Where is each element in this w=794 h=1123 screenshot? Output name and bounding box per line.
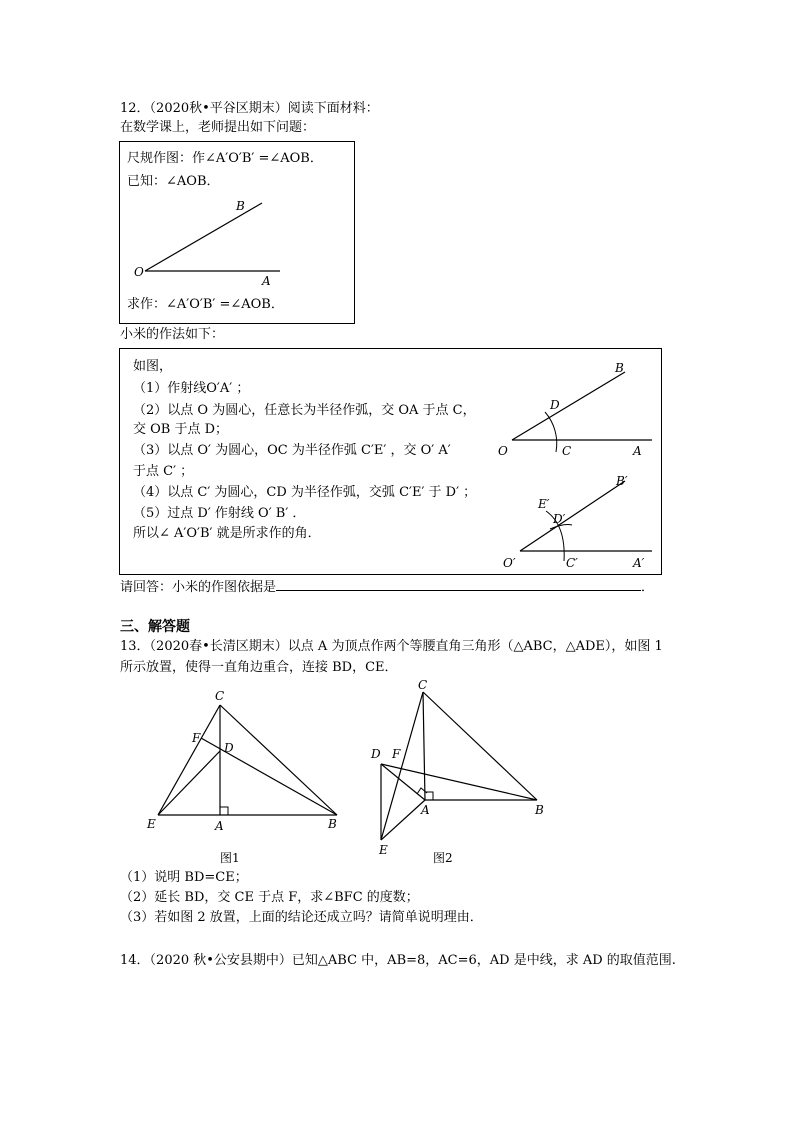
box1-task: 尺规作图：作∠A′O′B′ =∠AOB． <box>127 151 323 166</box>
label-d: D <box>371 747 381 761</box>
method-box <box>119 348 662 575</box>
step-0: 如图， <box>133 359 173 374</box>
q12-intro: 在数学课上，老师提出如下问题： <box>120 120 316 135</box>
q13-part-3: （3）若如图 2 放置，上面的结论还成立吗？请简单说明理由． <box>120 910 483 925</box>
label-c: C <box>418 678 428 692</box>
label-b: B <box>236 199 245 213</box>
label-d-prime: D′ <box>553 512 566 526</box>
segment-fb <box>201 738 337 815</box>
arc-cd <box>545 412 557 452</box>
label-a-prime: A′ <box>633 556 645 570</box>
label-a: A <box>215 819 224 833</box>
section-title: 三、解答题 <box>120 619 190 635</box>
label-f: F <box>192 731 201 745</box>
label-a: A <box>421 803 430 817</box>
label-b-prime: B′ <box>616 474 628 488</box>
segment-db <box>381 764 537 800</box>
label-f: F <box>392 747 401 761</box>
angle-aob-figure <box>120 190 354 340</box>
right-angle-mark <box>220 807 228 815</box>
q13-header-2: 所示放置，使得一直角边重合，连接 BD，CE． <box>120 660 398 675</box>
answer-prompt: 请回答：小米的作图依据是 <box>120 580 277 595</box>
box1-known: 已知：∠AOB． <box>127 174 220 189</box>
label-d: D <box>224 741 234 755</box>
q13-header-1: 13．（2020春•长清区期末）以点 A 为顶点作两个等腰直角三角形（△ABC，△ADE），如图 1 <box>120 639 663 654</box>
segment-ae <box>381 800 425 840</box>
label-e-prime: E′ <box>538 497 550 511</box>
caption-fig2: 图2 <box>433 851 453 865</box>
segment-ca <box>423 692 425 800</box>
label-a: A <box>633 444 642 458</box>
label-e: E <box>379 843 388 857</box>
label-d: D <box>550 398 560 412</box>
answer-end: ． <box>641 580 655 595</box>
problem-box <box>119 141 355 324</box>
xiaomi-title: 小米的作法如下： <box>120 327 225 342</box>
figure-2 <box>365 676 565 865</box>
figure-1 <box>140 688 350 868</box>
step-1: （1）作射线O′A′ ； <box>133 381 250 396</box>
construction-figure-top <box>490 357 660 467</box>
label-o: O <box>134 265 144 279</box>
answer-blank[interactable] <box>276 578 641 591</box>
label-b: B <box>615 361 624 375</box>
step-4: （4）以点 C′ 为圆心，CD 为半径作弧，交弧 C′E′ 于 D′ ； <box>133 485 477 500</box>
label-a: A <box>262 274 271 288</box>
construction-figure-bottom <box>490 467 660 577</box>
segment-cb <box>423 692 537 800</box>
step-2-cont: 交 OB 于点 D； <box>133 422 229 437</box>
q12-header: 12．（2020秋•平谷区期末）阅读下面材料： <box>120 101 379 116</box>
label-c: C <box>562 444 572 458</box>
right-angle-mark <box>425 792 433 800</box>
answer-line <box>120 578 654 596</box>
q13-part-1: （1）说明 BD=CE； <box>120 870 248 885</box>
label-c: C <box>215 689 225 703</box>
step-3-cont: 于点 C′ ； <box>133 464 194 479</box>
label-c-prime: C′ <box>566 556 578 570</box>
label-o-prime: O′ <box>503 556 516 570</box>
step-5: （5）过点 D′ 作射线 O′ B′ ． <box>133 506 306 521</box>
label-e: E <box>147 817 156 831</box>
step-3: （3）以点 O′ 为圆心，OC 为半径作弧 C′E′ ，交 O′ A′ <box>133 443 451 458</box>
caption-fig1: 图1 <box>220 851 240 865</box>
q14-text: 14．（2020 秋•公安县期中）已知△ABC 中，AB=8，AC=6，AD 是中线，求 AD 的取值范围. <box>120 953 676 968</box>
label-b: B <box>535 803 544 817</box>
step-2: （2）以点 O 为圆心，任意长为半径作弧，交 OA 于点 C， <box>133 403 476 418</box>
q13-part-2: （2）延长 BD，交 CE 于点 F，求∠BFC 的度数； <box>120 890 419 905</box>
label-b: B <box>328 817 337 831</box>
ray-ob <box>145 203 262 271</box>
segment-cb <box>220 705 337 815</box>
box1-find: 求作：∠A′O′B′ =∠AOB． <box>127 297 284 312</box>
conclusion: 所以∠ A′O′B′ 就是所求作的角． <box>133 526 321 541</box>
ray-o-b <box>520 481 625 551</box>
ray-ob <box>512 372 625 440</box>
label-o: O <box>498 444 508 458</box>
